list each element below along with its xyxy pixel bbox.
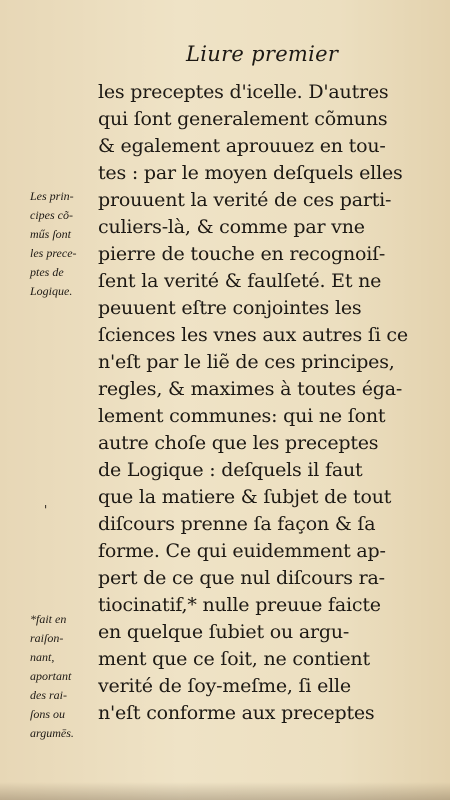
stray-mark: ' xyxy=(44,503,48,517)
text-line: tiocinatif,* nulle preuue faicte xyxy=(98,594,381,616)
text-line: diſcours prenne ſa façon & ſa xyxy=(98,513,376,535)
margin-note-footnote xyxy=(30,610,74,743)
margin-note-line: nant, xyxy=(30,650,55,664)
text-line: regles, & maximes à toutes éga- xyxy=(98,378,403,400)
text-line: pert de ce que nul diſcours ra- xyxy=(98,567,385,589)
text-line: qui ſont generalement cõmuns xyxy=(98,108,388,130)
margin-note-line: cipes cõ- xyxy=(30,208,73,222)
text-line: de Logique : deſquels il faut xyxy=(98,459,363,481)
text-line: verité de ſoy-meſme, ſi elle xyxy=(98,675,351,697)
text-line: ment que ce ſoit, ne contient xyxy=(98,648,370,670)
text-line: que la matiere & ſubjet de tout xyxy=(98,486,392,508)
text-line: prouuent la verité de ces parti- xyxy=(98,189,392,211)
body-text xyxy=(98,79,416,727)
margin-note-line: ſons ou xyxy=(30,707,66,721)
text-line: tes : par le moyen deſquels elles xyxy=(98,162,403,184)
margin-note-line: műs ſont xyxy=(30,227,72,241)
margin-note-line: les prece- xyxy=(30,246,77,260)
text-line: ſent la verité & faulſeté. Et ne xyxy=(98,270,382,292)
margin-note-line: Les prin- xyxy=(30,189,74,203)
margin-note-line: aportant xyxy=(30,669,72,683)
text-line: pierre de touche en recognoiſ- xyxy=(98,243,386,265)
margin-note-line: *fait en xyxy=(30,612,67,626)
page-bottom-edge xyxy=(0,782,450,800)
text-line: ſciences les vnes aux autres ſi ce xyxy=(98,324,408,346)
running-head: Liure premier xyxy=(186,42,339,66)
text-line: en quelque ſubiet ou argu- xyxy=(98,621,350,643)
margin-note-logic-principles xyxy=(30,187,77,301)
text-line: n'eſt par le liẽ de ces principes, xyxy=(98,351,395,373)
margin-note-line: des rai- xyxy=(30,688,67,702)
text-line: culiers-là, & comme par vne xyxy=(98,216,365,238)
text-line: forme. Ce qui euidemment ap- xyxy=(98,540,386,562)
text-line: lement communes: qui ne ſont xyxy=(98,405,386,427)
text-line: n'eſt conforme aux preceptes xyxy=(98,702,375,724)
margin-note-line: ptes de xyxy=(30,265,64,279)
text-line: les preceptes d'icelle. D'autres xyxy=(98,81,389,103)
margin-note-line: raiſon- xyxy=(30,631,64,645)
text-line: peuuent eſtre conjointes les xyxy=(98,297,362,319)
text-line: autre choſe que les preceptes xyxy=(98,432,379,454)
margin-note-line: argumēs. xyxy=(30,726,74,740)
margin-note-line: Logique. xyxy=(30,284,73,298)
text-line: & egalement aprouuez en tou- xyxy=(98,135,386,157)
